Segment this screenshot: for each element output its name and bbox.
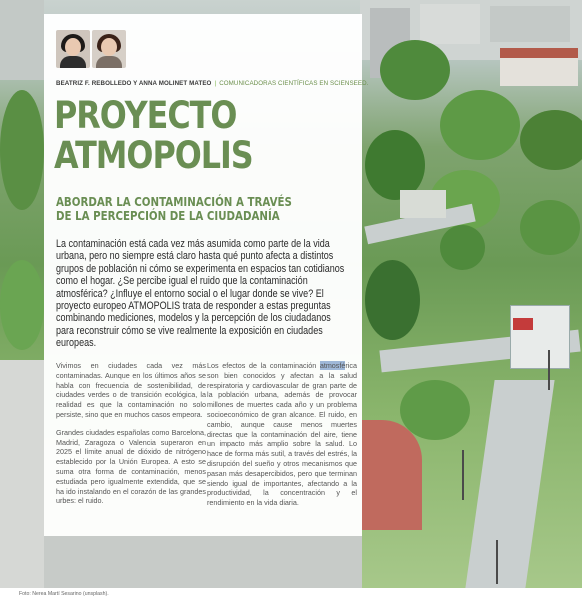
article-title: PROYECTO ATMOPOLIS [54, 94, 253, 177]
author-photos [56, 30, 356, 76]
author-avatar-anna [92, 30, 126, 68]
body-paragraph: Vivimos en ciudades cada vez más contaminadas. Aunque en los últimos años se habla con frecuencia de sostenibilidad, de ciudades verdes o de transición ecológica, la realidad es que la contaminación no solo persiste, sino que en muchos casos empeora. [56, 361, 206, 419]
body-paragraph [207, 361, 357, 508]
author-role: COMUNICADORAS CIENTÍFICAS EN SCIENSEED. [219, 80, 369, 87]
body-paragraph: Grandes ciudades españolas como Barcelona, Madrid, Zaragoza o Valencia superaron en 2025 el límite anual de dióxido de nitrógeno establecido por la Unión Europea. A esto se suma otra forma de contaminación, menos estudiada pero igualmente extendida, que se ha ido instalando en el corazón de las grandes urbes: el ruido. [56, 427, 206, 506]
article-lead: La contaminación está cada vez más asumida como parte de la vida urbana, pero no siempre está claro hasta qué punto afecta a distintos grupos de población ni cómo se experimenta en espacios tan cotidianos como el hogar. ¿Se percibe igual el ruido que la contaminación atmosférica? ¿Influye el entorno social o el lugar donde se vive? El proyecto europeo ATMOPOLIS trata de responder a estas preguntas combinando mediciones, modelos y la percepción de los ciudadanos para reconstruir cómo se vive realmente la exposición en ciudades europeas. [56, 238, 345, 350]
body-column-1 [56, 361, 206, 514]
author-names: BEATRIZ F. REBOLLEDO Y ANNA MOLINET MATEO [56, 80, 212, 87]
byline-separator: | [214, 80, 217, 87]
photo-credit: Foto: Nerea Martí Sesarino (unsplash). [19, 591, 109, 597]
body-text: rica son bien conocidos y afectan a la salud respiratoria y cardiovascular de gran parte de la población urbana, además de provocar millones de muertes cada año y un problema socioeconómico de gran alcance. El ruido, en cambio, aunque cause menos muertes directas que la contaminación del aire, tiene un impacto más amplio sobre la salud. Lo hace de forma más sutil, a través del estrés, la disrupción del sueño y otros mecanismos que pasan más desapercibidos, pero que terminan siendo igual de importantes, afectando a la productividad, la concentración y el rendimiento en la vida diaria. [207, 361, 357, 508]
body-column-2 [207, 361, 357, 516]
text-selection-highlight[interactable]: atmosfé [319, 361, 346, 370]
author-avatar-beatriz [56, 30, 90, 68]
author-byline [56, 80, 369, 87]
article-subtitle: ABORDAR LA CONTAMINACIÓN A TRAVÉS DE LA PERCEPCIÓN DE LA CIUDADANÍA [56, 194, 292, 223]
body-text: Los efectos de la contaminación [207, 361, 320, 370]
